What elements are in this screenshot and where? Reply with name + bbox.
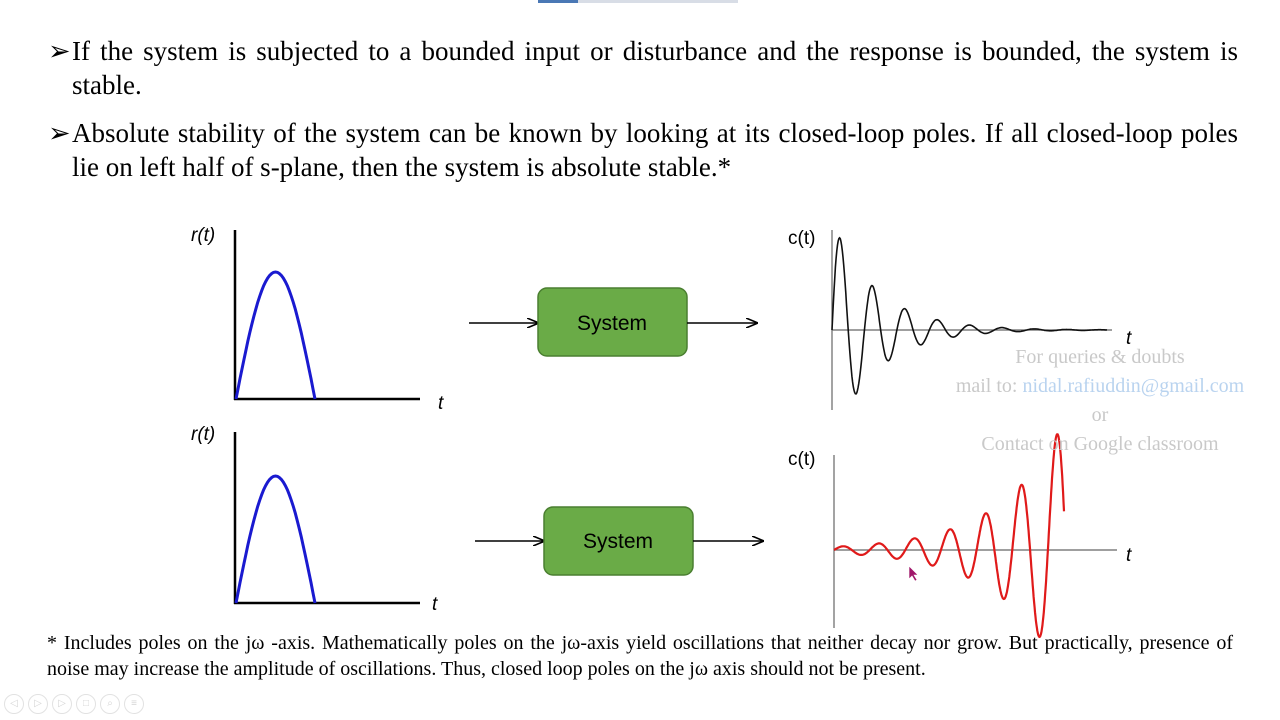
output-label: c(t) <box>788 449 816 470</box>
input-plot-bottom <box>191 424 438 615</box>
time-label: t <box>438 393 444 414</box>
bullet-arrow-icon: ➢ <box>48 36 71 66</box>
watermark-mail-line <box>920 372 1280 401</box>
footnote: * Includes poles on the jω -axis. Mathematically poles on the jω-axis yield oscillations that neither decay nor grow. But practically, presence of noise may increase the amplitude of oscillations. Thus, closed loop poles on the jω axis should not be present. <box>47 632 1233 680</box>
contact-watermark <box>920 343 1280 459</box>
bullet-arrow-icon: ➢ <box>48 118 71 148</box>
output-label: c(t) <box>788 228 816 249</box>
watermark-line: Contact on Google classroom <box>981 433 1219 455</box>
input-label: r(t) <box>191 424 216 445</box>
watermark-line: or <box>1091 404 1109 426</box>
fullscreen-icon[interactable]: □ <box>76 694 96 714</box>
system-label: System <box>582 530 654 553</box>
player-controls <box>4 693 148 715</box>
output-plot-unstable <box>788 434 1132 637</box>
play-icon[interactable]: ▷ <box>28 694 48 714</box>
back-icon[interactable]: ◁ <box>4 694 24 714</box>
input-label: r(t) <box>191 225 216 246</box>
system-block-bottom <box>475 507 763 575</box>
mail-prefix: mail to: <box>955 375 1023 397</box>
menu-icon[interactable]: ≡ <box>124 694 144 714</box>
input-pulse-curve <box>236 476 315 603</box>
bullet-text: Absolute stability of the system can be known by looking at its closed-loop poles. If all closed-loop poles lie on left half of s-plane, then the system is absolute stable.* <box>72 118 1238 182</box>
time-label: t <box>1126 328 1132 349</box>
input-pulse-curve <box>236 272 315 399</box>
forward-icon[interactable]: ▷ <box>52 694 72 714</box>
system-label: System <box>576 312 648 335</box>
time-label: t <box>1126 545 1132 566</box>
input-plot-top <box>191 225 444 414</box>
system-block-top <box>469 288 757 356</box>
email-link[interactable]: nidal.rafiuddin@gmail.com <box>1022 375 1245 397</box>
mouse-cursor-icon <box>909 566 918 581</box>
time-label: t <box>432 594 438 615</box>
unstable-response-curve <box>834 434 1064 637</box>
watermark-line: For queries & doubts <box>1015 346 1185 368</box>
zoom-icon[interactable]: ⌕ <box>100 694 120 714</box>
bullet-text: If the system is subjected to a bounded input or disturbance and the response is bounded, the system is stable. <box>72 36 1238 100</box>
